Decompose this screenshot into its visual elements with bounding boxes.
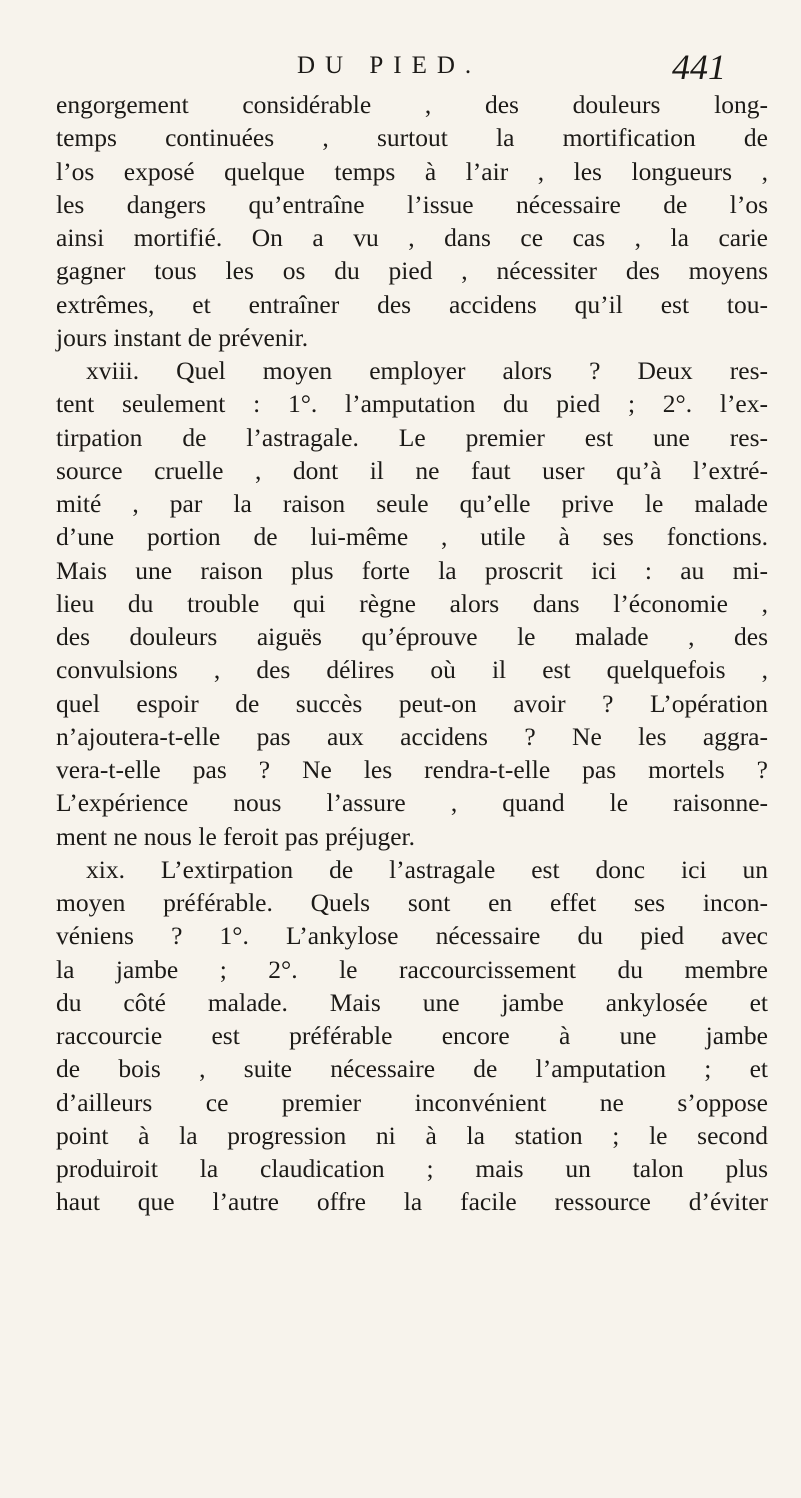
text-line: haut que l’autre offre la facile ressource d’éviter	[56, 1187, 768, 1217]
text-line: quel espoir de succès peut-on avoir ? L’opération	[56, 688, 768, 718]
text-line: Mais une raison plus forte la proscrit ici : au mi-	[56, 555, 768, 585]
text-line: l’os exposé quelque temps à l’air , les longueurs ,	[56, 156, 768, 186]
text-line: point à la progression ni à la station ; le second	[56, 1120, 768, 1150]
text-line: les dangers qu’entraîne l’issue nécessaire de l’os	[56, 189, 768, 219]
text-line: temps continuées , surtout la mortification de	[56, 123, 768, 153]
text-line: tirpation de l’astragale. Le premier est une res-	[56, 422, 768, 452]
text-line: lieu du trouble qui règne alors dans l’économie ,	[56, 588, 768, 618]
text-line: produiroit la claudication ; mais un talon plus	[56, 1154, 768, 1183]
text-line: convulsions , des délires où il est quelquefois ,	[56, 655, 768, 685]
page-number: 441	[672, 47, 726, 87]
text-line: xviii. Quel moyen employer alors ? Deux res-	[86, 356, 768, 385]
text-line: d’une portion de lui-même , utile à ses fonctions.	[56, 522, 768, 552]
text-line: engorgement considérable , des douleurs long-	[56, 90, 768, 119]
text-line: n’ajoutera-t-elle pas aux accidens ? Ne les aggra-	[56, 721, 768, 751]
text-line: mité , par la raison seule qu’elle prive le malade	[56, 489, 768, 518]
text-line: raccourcie est préférable encore à une jambe	[56, 1021, 768, 1050]
text-line: des douleurs aiguës qu’éprouve le malade , des	[56, 622, 768, 651]
text-line: tent seulement : 1°. l’amputation du pied ; 2°. l’ex-	[56, 389, 768, 419]
text-line: xix. L’extirpation de l’astragale est donc ici un	[86, 854, 768, 884]
text-line: jours instant de prévenir.	[56, 322, 309, 352]
text-line: L’expérience nous l’assure , quand le raisonne-	[56, 788, 768, 818]
text-line: gagner tous les os du pied , nécessiter des moyens	[56, 256, 768, 286]
text-line: véniens ? 1°. L’ankylose nécessaire du pied avec	[56, 921, 768, 951]
text-line: la jambe ; 2°. le raccourcissement du membre	[56, 954, 768, 984]
text-line: ment ne nous le feroit pas préjuger.	[56, 821, 416, 851]
text-line: source cruelle , dont il ne faut user qu’à l’extré-	[56, 455, 768, 485]
text-line: vera-t-elle pas ? Ne les rendra-t-elle pas mortels ?	[56, 755, 768, 784]
text-line: ainsi mortifié. On a vu , dans ce cas , la carie	[56, 223, 768, 252]
text-line: d’ailleurs ce premier inconvénient ne s’oppose	[56, 1087, 768, 1117]
text-line: de bois , suite nécessaire de l’amputation ; et	[56, 1054, 768, 1084]
text-line: extrêmes, et entraîner des accidens qu’il est tou-	[56, 289, 768, 319]
body-text	[56, 88, 768, 1219]
text-line: moyen préférable. Quels sont en effet ses incon-	[56, 888, 768, 917]
running-head: DU PIED.	[297, 52, 482, 79]
text-line: du côté malade. Mais une jambe ankylosée et	[56, 987, 768, 1017]
